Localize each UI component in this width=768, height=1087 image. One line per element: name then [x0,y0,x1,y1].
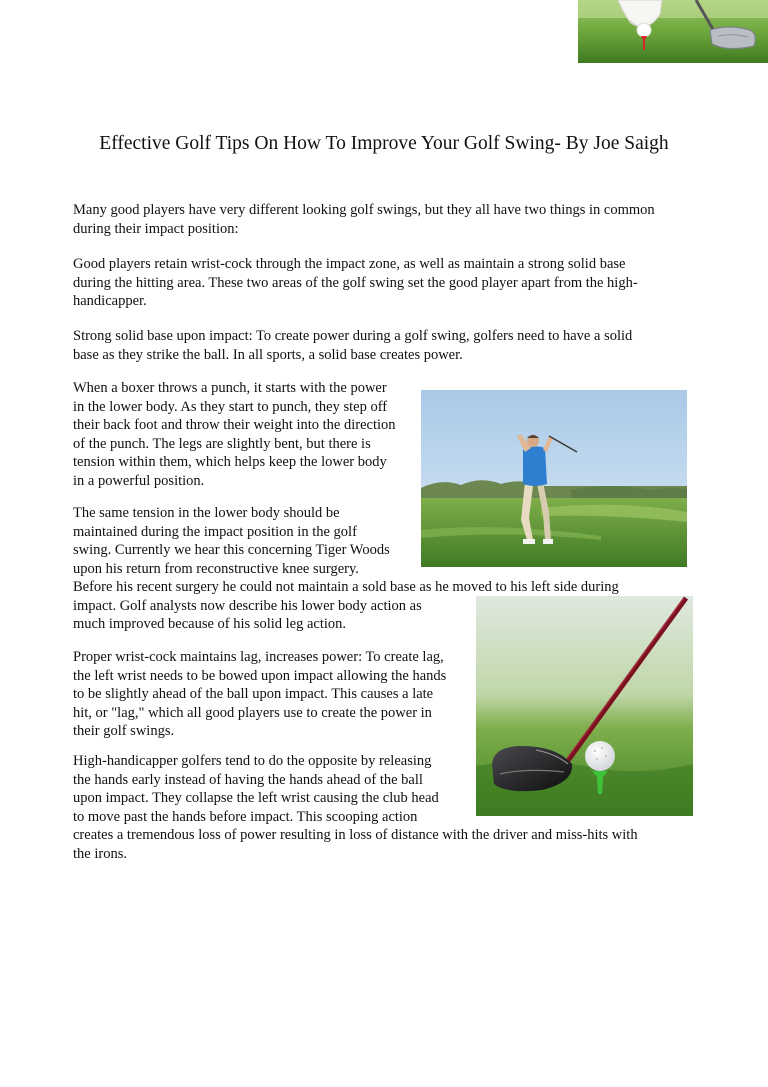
text-line: tension within them, which helps keep the lower body [73,454,387,470]
text-line: much improved because of his solid leg action. [73,616,347,632]
text-line: of the punch. The legs are slightly bent, but there is [73,435,371,452]
text-line: Before his recent surgery he could not maintain a sold base as he moved to his left side during [73,579,619,595]
text-line: High-handicapper golfers tend to do the opposite by releasing [73,753,432,769]
driver-and-ball-photo [476,596,693,816]
paragraph-2 [73,255,638,311]
text-line: The same tension in the lower body should be [73,505,340,521]
text-line: Proper wrist-cock maintains lag, increases power: To create lag, [73,649,444,665]
text-line: the hands early instead of having the hands ahead of the ball [73,771,423,788]
text-line: swing. Currently we hear this concerning Tiger Woods [73,542,390,558]
text-line: in the lower body. As they start to punch, they step off [73,398,388,415]
text-line: upon his return from reconstructive knee surgery. [73,560,359,577]
paragraph-1 [73,201,655,238]
text-line: their golf swings. [73,723,175,739]
text-line: during the hitting area. These two areas of the golf swing set the good player apart from the high- [73,274,638,291]
paragraph-3 [73,327,632,364]
text-line: Strong solid base upon impact: To create power during a golf swing, golfers need to have a solid [73,328,633,344]
paragraph-4 [73,379,396,490]
golfer-swing-photo [421,390,687,567]
text-line: upon impact. They collapse the left wrist causing the club head [73,790,439,806]
text-line: to move past the hands before impact. This scooping action [73,808,418,825]
text-line: handicapper. [73,293,147,309]
text-line: the irons. [73,845,127,862]
text-line: When a boxer throws a punch, it starts with the power [73,380,387,396]
text-line: to be slightly ahead of the ball upon impact. This causes a late [73,686,434,702]
text-line: Good players retain wrist-cock through the impact zone, as well as maintain a strong solid base [73,256,626,272]
text-line: their back foot and throw their weight into the direction [73,417,396,433]
header-golf-photo [578,0,768,63]
paragraph-6 [73,648,446,741]
text-line: in a powerful position. [73,472,205,489]
text-line: base as they strike the ball. In all sports, a solid base creates power. [73,346,463,363]
text-line: hit, or "lag," which all good players use to create the power in [73,704,432,721]
text-line: maintained during the impact position in the golf [73,523,357,540]
text-line: the left wrist needs to be bowed upon impact allowing the hands [73,667,447,684]
text-line: impact. Golf analysts now describe his lower body action as [73,597,422,614]
text-line: creates a tremendous loss of power resulting in loss of distance with the driver and miss-hits with [73,827,638,843]
text-line: during their impact position: [73,220,239,237]
text-line: Many good players have very different looking golf swings, but they all have two things in common [73,202,655,218]
document-title: Effective Golf Tips On How To Improve Your Golf Swing- By Joe Saigh [99,133,669,154]
